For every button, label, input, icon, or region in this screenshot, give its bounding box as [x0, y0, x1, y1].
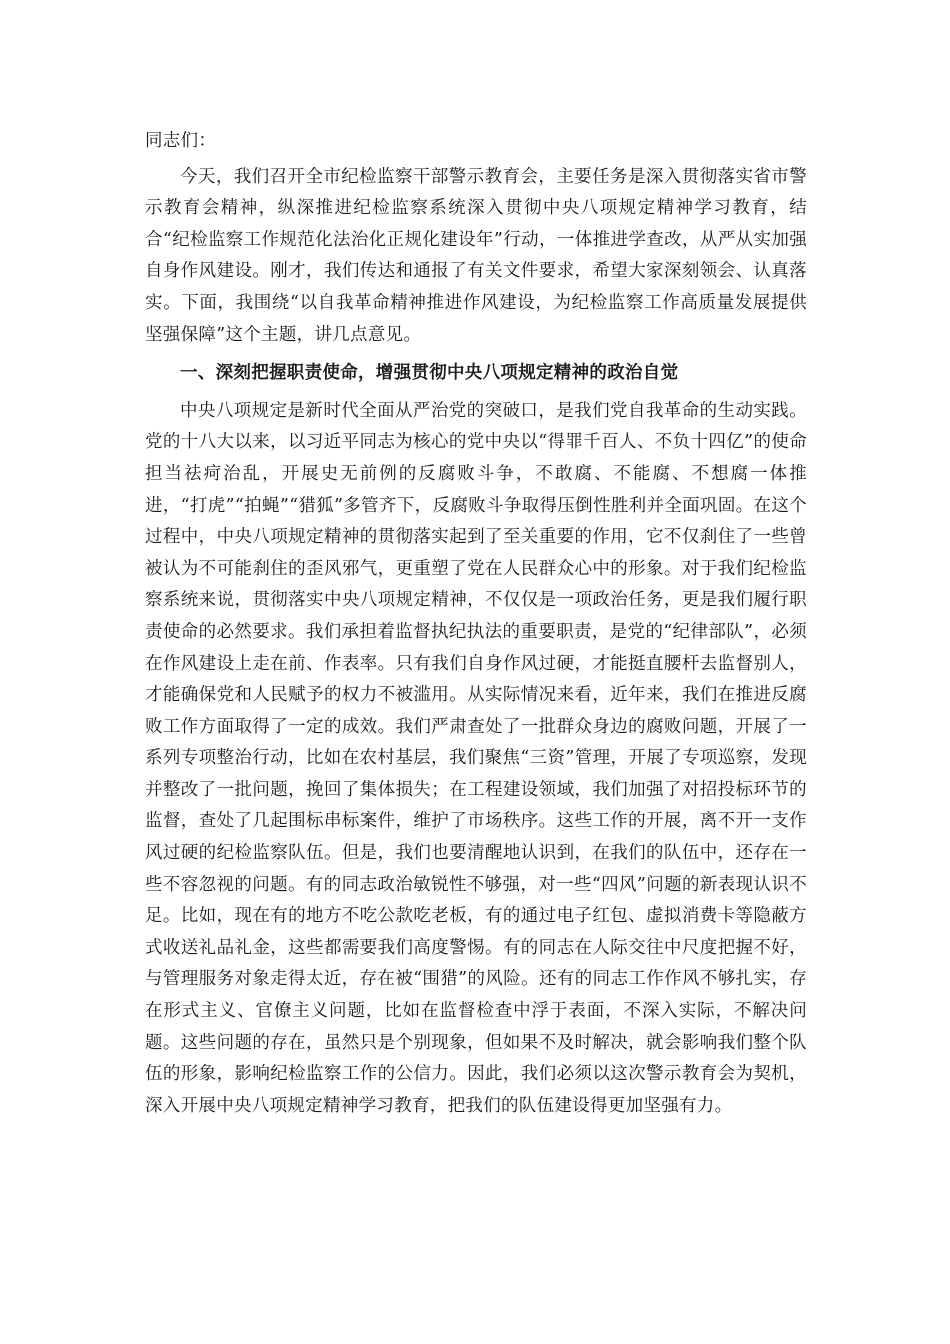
document-page: [145, 126, 807, 1122]
section-body-paragraph: 中央八项规定是新时代全面从严治党的突破口，是我们党自我革命的生动实践。党的十八大以来，以习近平同志为核心的党中央以“得罪千百人、不负十四亿”的使命担当祛疴治乱，开展史无前例的反腐败斗争，不敢腐、不能腐、不想腐一体推进，“打虎”“拍蝇”“猎狐”多管齐下，反腐败斗争取得压倒性胜利并全面巩固。在这个过程中，中央八项规定精神的贯彻落实起到了至关重要的作用，它不仅刹住了一些曾被认为不可能刹住的歪风邪气，更重塑了党在人民群众心中的形象。对于我们纪检监察系统来说，贯彻落实中央八项规定精神，不仅仅是一项政治任务，更是我们履行职责使命的必然要求。我们承担着监督执纪执法的重要职责，是党的“纪律部队”，必须在作风建设上走在前、作表率。只有我们自身作风过硬，才能挺直腰杆去监督别人，才能确保党和人民赋予的权力不被滥用。从实际情况来看，近年来，我们在推进反腐败工作方面取得了一定的成效。我们严肃查处了一批群众身边的腐败问题，开展了一系列专项整治行动，比如在农村基层，我们聚焦“三资”管理，开展了专项巡察，发现并整改了一批问题，挽回了集体损失；在工程建设领域，我们加强了对招投标环节的监督，查处了几起围标串标案件，维护了市场秩序。这些工作的开展，离不开一支作风过硬的纪检监察队伍。但是，我们也要清醒地认识到，在我们的队伍中，还存在一些不容忽视的问题。有的同志政治敏锐性不够强，对一些“四风”问题的新表现认识不足。比如，现在有的地方不吃公款吃老板，有的通过电子红包、虚拟消费卡等隐蔽方式收送礼品礼金，这些都需要我们高度警惕。有的同志在人际交往中尺度把握不好，与管理服务对象走得太近，存在被“围猎”的风险。还有的同志工作作风不够扎实，存在形式主义、官僚主义问题，比如在监督检查中浮于表面，不深入实际，不解决问题。这些问题的存在，虽然只是个别现象，但如果不及时解决，就会影响我们整个队伍的形象，影响纪检监察工作的公信力。因此，我们必须以这次警示教育会为契机，深入开展中央八项规定精神学习教育，把我们的队伍建设得更加坚强有力。: [145, 400, 807, 1116]
section-heading: 一、深刻把握职责使命，增强贯彻中央八项规定精神的政治自觉: [180, 363, 679, 384]
salutation: 同志们：: [145, 131, 217, 151]
intro-paragraph: 今天，我们召开全市纪检监察干部警示教育会，主要任务是深入贯彻落实省市警示教育会精神，纵深推进纪检监察系统深入贯彻中央八项规定精神学习教育，结合“纪检监察工作规范化法治化正规化建设年”行动，一体推进学查改，从严从实加强自身作风建设。刚才，我们传达和通报了有关文件要求，希望大家深刻领会、认真落实。下面，我围绕“以自我革命精神推进作风建设，为纪检监察工作高质量发展提供坚强保障”这个主题，讲几点意见。: [145, 166, 807, 345]
